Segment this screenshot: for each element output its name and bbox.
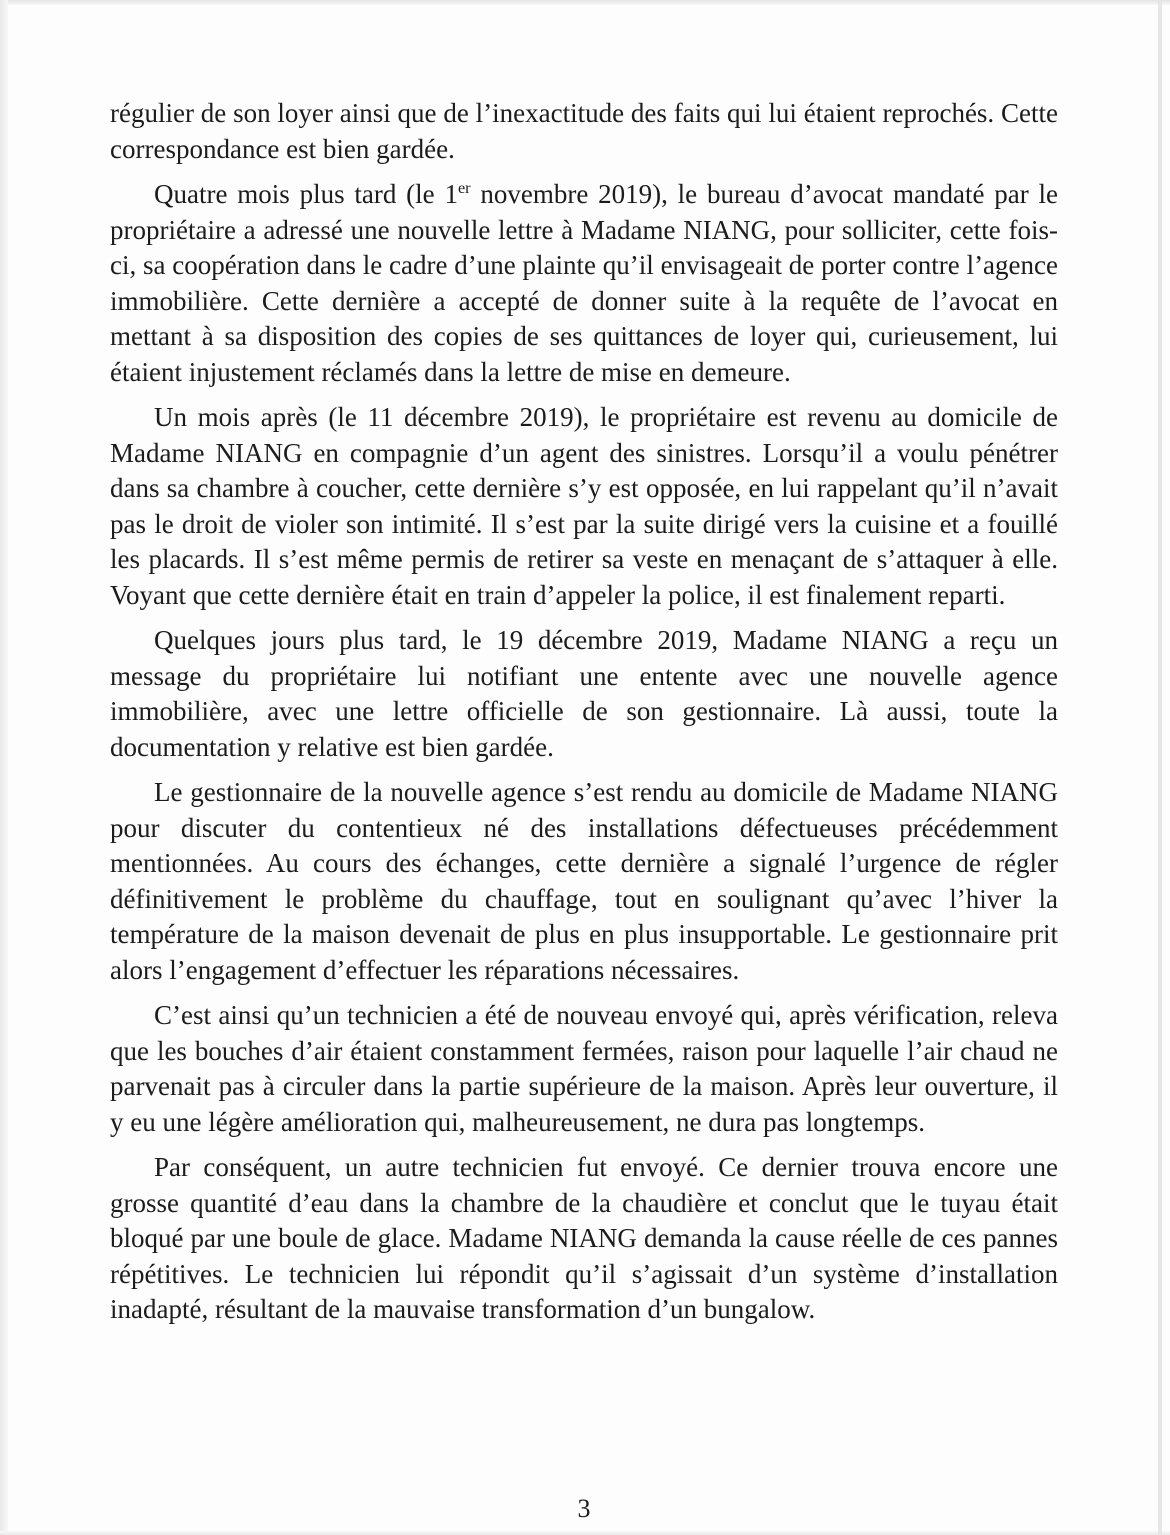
- ordinal-superscript: er: [457, 179, 471, 197]
- paragraph-text-after-superscript: novembre 2019), le bureau d’avocat mandaté par le propriétaire a adressé une nouvelle lettre à Madame NIANG, pour solliciter, cette fois-ci, sa coopération dans le cadre d’une plainte qu’il envisageait de porter contre l’agence immobilière. Cette dernière a accepté de donner suite à la requête de l’avocat en mettant à sa disposition des copies de ses quittances de loyer qui, curieusement, lui étaient injustement réclamés dans la lettre de mise en demeure.: [110, 179, 1058, 387]
- paragraph-lettre-avocat: [110, 177, 1058, 390]
- page-edge-left: [0, 0, 8, 1535]
- page-edge-right-line: [1158, 0, 1162, 1535]
- page-edge-bottom: [0, 1531, 1170, 1535]
- paragraph-text-before-superscript: Quatre mois plus tard (le 1: [154, 179, 458, 209]
- paragraph-premier-technicien: C’est ainsi qu’un technicien a été de nouveau envoyé qui, après vérification, releva que les bouches d’air étaient constamment fermées, raison pour laquelle l’air chaud ne parvenait pas à circuler dans la partie supérieure de la maison. Après leur ouverture, il y eu une légère amélioration qui, malheureusement, ne dura pas longtemps.: [110, 1000, 1058, 1137]
- paragraph-correspondance: régulier de son loyer ainsi que de l’inexactitude des faits qui lui étaient reprochés. Cette correspondance est bien gardée.: [110, 98, 1058, 164]
- paragraph-gestionnaire: Le gestionnaire de la nouvelle agence s’est rendu au domicile de Madame NIANG pour discuter du contentieux né des installations défectueuses précédemment mentionnées. Au cours des échanges, cette dernière a signalé l’urgence de régler définitivement le problème du chauffage, tout en soulignant qu’avec l’hiver la température de la maison devenait de plus en plus insupportable. Le gestionnaire prit alors l’engagement d’effectuer les réparations nécessaires.: [110, 777, 1058, 985]
- paragraph-second-technicien: Par conséquent, un autre technicien fut envoyé. Ce dernier trouva encore une grosse quantité d’eau dans la chambre de la chaudière et conclut que le tuyau était bloqué par une boule de glace. Madame NIANG demanda la cause réelle de ces pannes répétitives. Le technicien lui répondit qu’il s’agissait d’un système d’installation inadapté, résultant de la mauvaise transformation d’un bungalow.: [110, 1152, 1058, 1324]
- document-body: [110, 96, 1058, 1338]
- page-edge-top: [0, 0, 1170, 5]
- paragraph-visite-proprietaire: Un mois après (le 11 décembre 2019), le propriétaire est revenu au domicile de Madame NIANG en compagnie d’un agent des sinistres. Lorsqu’il a voulu pénétrer dans sa chambre à coucher, cette dernière s’y est opposée, en lui rappelant qu’il n’avait pas le droit de violer son intimité. Il s’est par la suite dirigé vers la cuisine et a fouillé les placards. Il s’est même permis de retirer sa veste en menaçant de s’attaquer à elle. Voyant que cette dernière était en train d’appeler la police, il est finalement reparti.: [110, 402, 1058, 610]
- paragraph-message-entente: Quelques jours plus tard, le 19 décembre 2019, Madame NIANG a reçu un message du propriétaire lui notifiant une entente avec une nouvelle agence immobilière, avec une lettre officielle de son gestionnaire. Là aussi, toute la documentation y relative est bien gardée.: [110, 625, 1058, 762]
- page-number: 3: [577, 1494, 591, 1523]
